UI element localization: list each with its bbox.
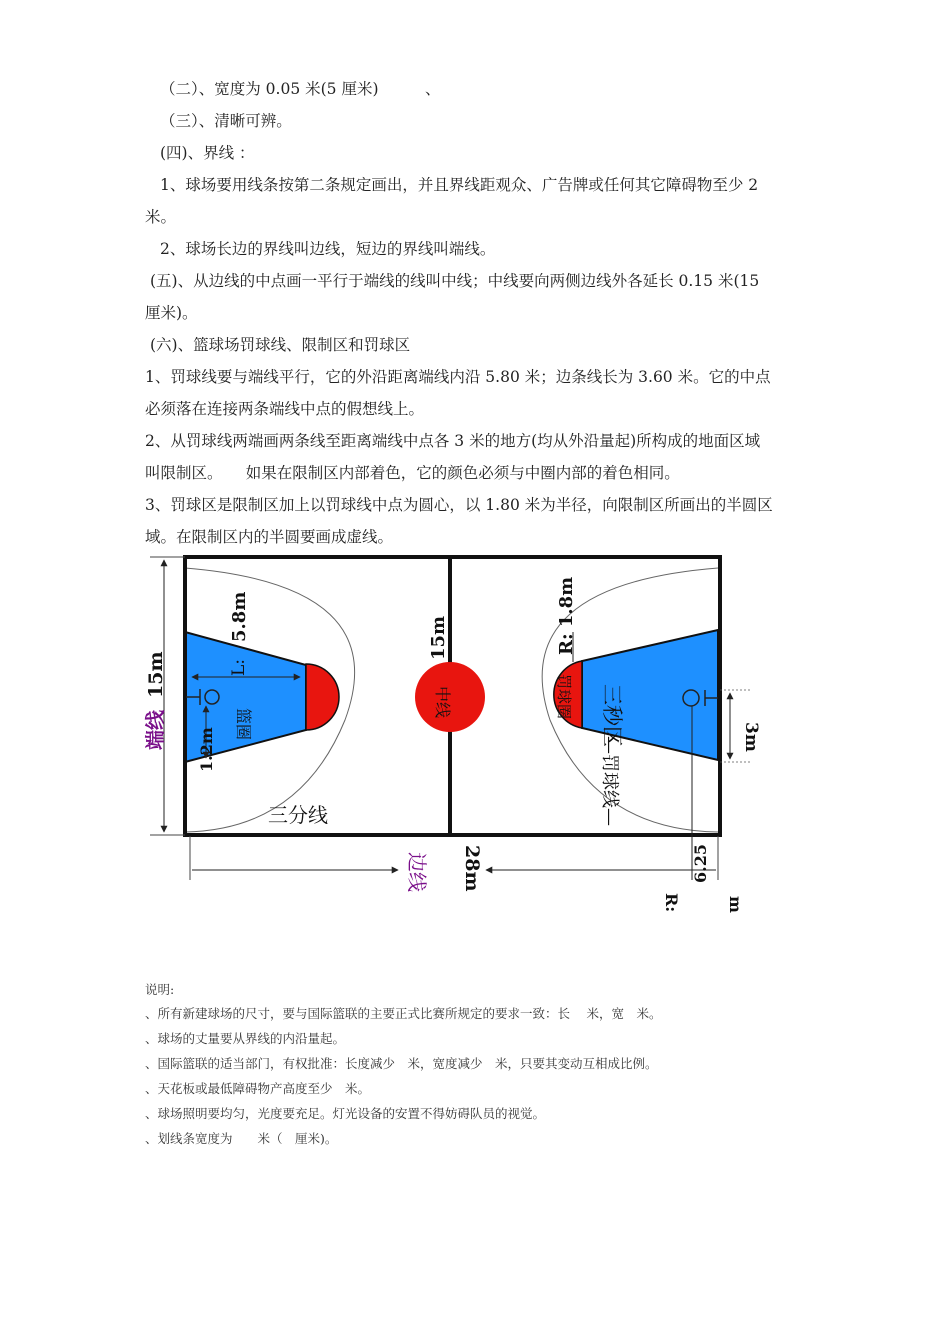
paragraph-10: 1、罚球线要与端线平行，它的外沿距离端线内沿 5.80 米；边条线长为 3.60 米。它的中点 xyxy=(145,368,771,386)
paragraph-1: （二）、宽度为 0.05 米(5 厘米) 、 xyxy=(160,80,441,98)
side-line-label: 边线 xyxy=(405,852,429,892)
paragraph-5: 米。 xyxy=(145,208,177,226)
paragraph-8: 厘米)。 xyxy=(145,304,198,322)
left-ft-circle xyxy=(306,664,339,730)
r625-value-label: 6.25 xyxy=(691,844,710,883)
note-5: 、球场照明要均匀，光度要充足。灯光设备的安置不得妨碍队员的视觉。 xyxy=(145,1106,546,1121)
ft-distance-label: 5.8m xyxy=(229,591,250,642)
paragraph-15: 域。在限制区内的半圆要画成虚线。 xyxy=(145,528,394,546)
paragraph-3: (四)、界线 ： xyxy=(160,144,255,162)
note-6: 、划线条宽度为 米（ 厘米)。 xyxy=(145,1131,338,1146)
ft-line-label: —罚球线— xyxy=(599,736,620,826)
r625-r-label: R: xyxy=(662,893,681,913)
paragraph-11: 必须落在连接两条端线中点的假想线上。 xyxy=(145,400,425,418)
paragraph-12: 2、从罚球线两端画两条线至距离端线中点各 3 米的地方(均从外沿量起)所构成的地面区域 xyxy=(145,432,761,450)
paragraph-14: 3、罚球区是限制区加上以罚球线中点为圆心，以 1.80 米为半径，向限制区所画出的半圆区 xyxy=(145,496,773,514)
paragraph-7: (五)、从边线的中点画一平行于端线的线叫中线；中线要向两侧边线外各延长 0.15 米(15 xyxy=(150,272,760,290)
ft-circle-label: 罚球圈 xyxy=(555,674,573,720)
l-label: L: xyxy=(229,658,249,676)
note-4: 、天花板或最低障碍物产高度至少 米。 xyxy=(145,1081,371,1096)
paragraph-9: (六)、篮球场罚球线、限制区和罚球区 xyxy=(150,336,411,354)
length-label: 28m xyxy=(461,845,483,892)
notes-heading: 说明: xyxy=(145,982,175,997)
end-line-label: 端线 xyxy=(143,710,167,750)
paragraph-4: 1、球场要用线条按第二条规定画出，并且界线距观众、广告牌或任何其它障碍物至少 2 xyxy=(160,176,759,194)
note-3: 、国际篮联的适当部门，有权批准：长度减少 米，宽度减少 米，只要其变动互相成比例。 xyxy=(145,1056,658,1071)
center-line-label: 中线 xyxy=(433,686,452,719)
radius-label: R: 1.8m xyxy=(556,576,577,655)
center-width-label: 15m xyxy=(428,615,449,660)
three-point-label: 三分线 xyxy=(268,803,328,827)
court-width-label: 15m xyxy=(145,651,167,698)
note-2: 、球场的丈量要从界线的内沿量起。 xyxy=(145,1031,346,1046)
note-1: 、所有新建球场的尺寸，要与国际篮联的主要正式比赛所规定的要求一致：长 米，宽 米。 xyxy=(145,1006,662,1021)
three-second-label: 三秒区 xyxy=(600,684,624,747)
three-m-label: 3m xyxy=(741,722,761,752)
paragraph-6: 2、球场长边的界线叫边线，短边的界线叫端线。 xyxy=(160,240,496,258)
paragraph-13: 叫限制区。 如果在限制区内部着色，它的颜色必须与中圈内部的着色相同。 xyxy=(145,464,680,482)
basket-label: 篮圈 xyxy=(234,708,253,741)
lane-offset-label: 1.2m xyxy=(197,727,216,772)
paragraph-2: （三）、清晰可辨。 xyxy=(160,112,292,130)
r625-unit-label: m xyxy=(726,896,745,913)
